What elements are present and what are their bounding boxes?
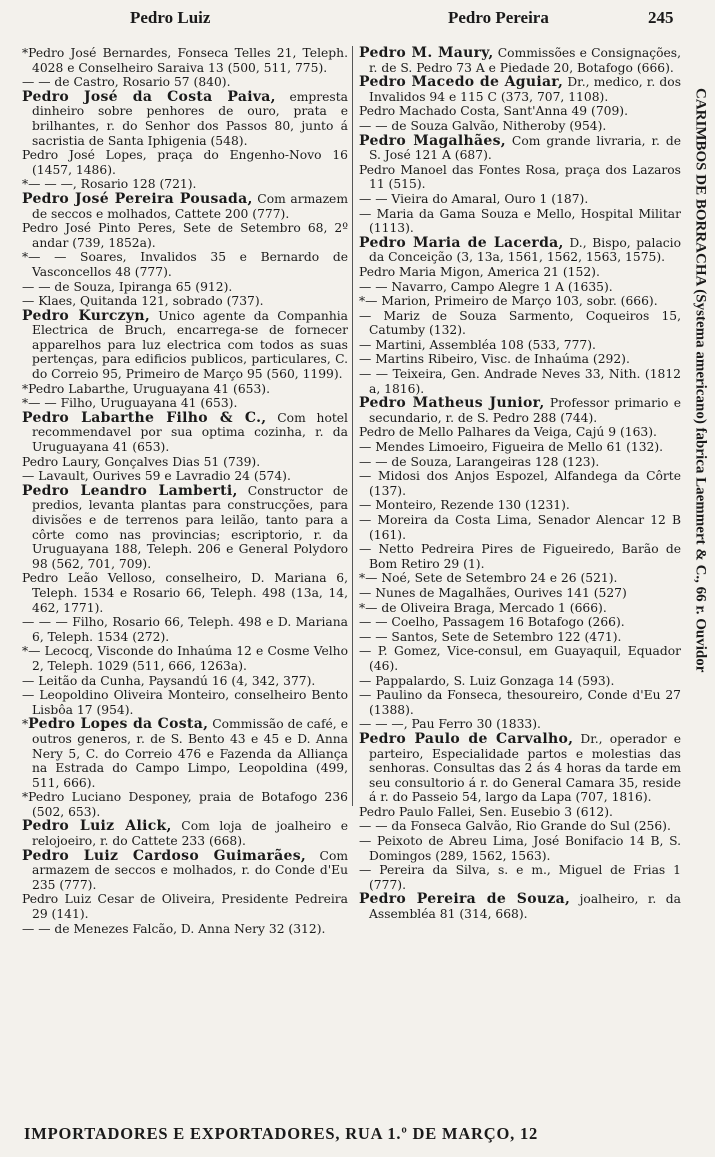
entry-text: — Monteiro, Rezende 130 (1231). <box>359 498 570 513</box>
entry-text: — Martini, Assembléa 108 (533, 777). <box>359 337 596 352</box>
directory-entry <box>22 411 348 455</box>
entry-marker: * <box>359 571 366 586</box>
entry-text: — Netto Pedreira Pires de Figueiredo, Barão de Bom Retiro 29 (1). <box>359 542 681 571</box>
entry-name: Pedro Matheus Junior, <box>359 395 545 412</box>
directory-entry <box>359 717 681 732</box>
entry-name: Pedro M. Maury, <box>359 45 494 61</box>
directory-entry <box>359 863 681 892</box>
entry-text: — — —, Pau Ferro 30 (1833). <box>359 717 541 732</box>
entry-text: — — de Menezes Falcão, D. Anna Nery 32 (312). <box>22 921 326 936</box>
directory-entry <box>22 819 348 848</box>
entry-marker: * <box>359 600 366 615</box>
directory-entry <box>22 250 348 279</box>
directory-entry <box>359 440 681 455</box>
directory-entry <box>22 615 348 644</box>
entry-marker: * <box>22 177 29 192</box>
entry-text: Constructor de predios, levanta plantas para construcções, para divisões e de terrenos para leilão, tanto para a côrte como nas provincias; escriptorio, r. da Uruguayana 188, Teleph. 206 e General Polydoro 98 (562, 701, 709). <box>32 483 348 571</box>
entry-text: — Marion, Primeiro de Março 103, sobr. (666). <box>365 294 658 309</box>
entry-text: — Mendes Limoeiro, Figueira de Mello 61 (132). <box>359 440 664 455</box>
directory-entry <box>22 674 348 689</box>
entry-name: Pedro Maria de Lacerda, <box>359 234 564 251</box>
entry-text: Com armazem de seccos e molhados, r. do Conde d'Eu 235 (777). <box>32 848 349 892</box>
entry-name: Pedro Luiz Cardoso Guimarães, <box>22 847 307 864</box>
entry-text: Pedro Paulo Fallei, Sen. Eusebio 3 (612). <box>359 804 613 819</box>
directory-entry <box>22 221 348 250</box>
entry-name: Pedro Lopes da Costa, <box>28 716 209 733</box>
entry-marker: * <box>22 381 29 396</box>
entry-text: Unico agente da Companhia Electrica de Bruch, encarrega-se de fornecer apparelhos para luz electrica com todos as suas pertenças, para edificios publicos, particulares, C. do Correio 95, Primeiro de Março 95 (560, 1199). <box>32 308 348 382</box>
directory-entry <box>22 717 348 790</box>
entry-text: — — Vieira do Amaral, Ouro 1 (187). <box>359 191 589 206</box>
directory-entry <box>359 192 681 207</box>
entry-text: — — Filho, Uruguayana 41 (653). <box>28 396 238 411</box>
directory-entry <box>359 498 681 513</box>
directory-entry <box>22 396 348 411</box>
entry-name: Pedro José Pereira Pousada, <box>22 190 253 207</box>
entry-text: — — de Castro, Rosario 57 (840). <box>22 75 231 90</box>
entry-marker: * <box>359 294 366 309</box>
directory-entry <box>359 586 681 601</box>
directory-entry <box>22 455 348 470</box>
directory-entry <box>359 819 681 834</box>
directory-entry <box>359 104 681 119</box>
directory-entry <box>22 469 348 484</box>
entry-text: Pedro José Bernardes, Fonseca Telles 21, Teleph. 4028 e Conselheiro Saraiva 13 (500, 511, 775). <box>28 46 348 75</box>
directory-entry <box>359 352 681 367</box>
entry-name: Pedro José da Costa Paiva, <box>22 88 276 105</box>
entry-text: — — —, Rosario 128 (721). <box>28 177 197 192</box>
entry-text: — Lecocq, Visconde do Inhaúma 12 e Cosme Velho 2, Teleph. 1029 (511, 666, 1263a). <box>28 644 348 673</box>
directory-entry <box>22 484 348 572</box>
entry-text: empresta dinheiro sobre penhores de ouro, prata e brilhantes, r. do Senhor dos Passos 80, junto á sacristia de Santa Iphigenia (548). <box>32 89 348 148</box>
directory-entry <box>359 892 681 921</box>
entry-text: Pedro José Lopes, praça do Engenho-Novo 16 (1457, 1486). <box>22 148 348 177</box>
entry-text: D., Bispo, palacio da Conceição (3, 13a, 1561, 1562, 1563, 1575). <box>369 235 682 265</box>
entry-text: Pedro Machado Costa, Sant'Anna 49 (709). <box>359 104 629 119</box>
directory-entry <box>22 790 348 819</box>
directory-entry <box>22 148 348 177</box>
entry-text: Com armazem de seccos e molhados, Cattete 200 (777). <box>32 191 348 221</box>
entry-text: — — — Filho, Rosario 66, Teleph. 498 e D. Mariana 6, Teleph. 1534 (272). <box>22 615 348 644</box>
directory-entry <box>22 922 348 937</box>
side-advertisement-text: CARIMBOS DE BORRACHA (Systema americano) fabrica Laemmert & C., 66 r. Ouvidor <box>692 87 709 673</box>
page-number: 245 <box>648 8 674 27</box>
directory-entry <box>22 192 348 221</box>
entry-text: Pedro Maria Migon, America 21 (152). <box>359 264 600 279</box>
entry-text: — — de Souza, Ipiranga 65 (912). <box>22 279 233 294</box>
entry-text: — Pereira da Silva, s. e m., Miguel de Frias 1 (777). <box>359 863 681 892</box>
entry-text: Com hotel recommendavel por sua optima cozinha, r. da Uruguayana 41 (653). <box>32 410 348 455</box>
entry-text: — — de Souza Galvão, Nitheroby (954). <box>359 118 607 133</box>
directory-entry <box>359 338 681 353</box>
directory-entry <box>359 236 681 265</box>
entry-text: Com grande livraria, r. de S. José 121 A (687). <box>369 133 681 163</box>
entry-marker: * <box>22 250 29 265</box>
entry-text: — — de Souza, Larangeiras 128 (123). <box>359 454 600 469</box>
directory-entry <box>359 542 681 571</box>
entry-text: Pedro Luciano Desponey, praia de Botafogo 236 (502, 653). <box>28 790 348 819</box>
entry-text: — Midosi dos Anjos Espozel, Alfandega da Côrte (137). <box>359 469 681 498</box>
entry-text: — Martins Ribeiro, Visc. de Inhaúma (292). <box>359 352 630 367</box>
entry-text: Pedro José Pinto Peres, Sete de Setembro 68, 2º andar (739, 1852a). <box>22 221 348 250</box>
directory-entry <box>359 688 681 717</box>
entry-text: Dr., medico, r. dos Invalidos 94 e 115 C (373, 707, 1108). <box>369 75 682 104</box>
directory-entry <box>359 119 681 134</box>
entry-text: — Maria da Gama Souza e Mello, Hospital Militar (1113). <box>359 206 681 236</box>
entry-text: — Noé, Sete de Setembro 24 e 26 (521). <box>365 571 618 586</box>
entry-text: Pedro Manoel das Fontes Rosa, praça dos Lazaros 11 (515). <box>359 162 681 192</box>
entry-text: — — Navarro, Campo Alegre 1 A (1635). <box>359 279 613 294</box>
directory-entry <box>359 75 681 104</box>
directory-entry <box>359 732 681 805</box>
directory-entry <box>359 615 681 630</box>
entry-text: — Mariz de Souza Sarmento, Coqueiros 15, Catumby (132). <box>359 308 681 338</box>
directory-entry <box>359 805 681 820</box>
directory-entry <box>22 280 348 295</box>
directory-entry <box>359 134 681 163</box>
entry-name: Pedro Labarthe Filho & C., <box>22 409 267 426</box>
entry-text: — Pappalardo, S. Luiz Gonzaga 14 (593). <box>359 673 615 688</box>
directory-entry <box>359 455 681 470</box>
directory-entry <box>22 892 348 921</box>
directory-entry <box>359 280 681 295</box>
entry-text: Pedro Leão Velloso, conselheiro, D. Mariana 6, Teleph. 1534 e Rosario 66, Teleph. 498 (13a, 14, 462, 1771). <box>22 571 348 615</box>
entry-marker: * <box>22 717 29 732</box>
entry-text: — — Soares, Invalidos 35 e Bernardo de Vasconcellos 48 (777). <box>28 250 348 279</box>
entry-name: Pedro Pereira de Souza, <box>359 891 571 908</box>
directory-entry <box>359 834 681 863</box>
directory-entry <box>22 75 348 90</box>
entry-marker: * <box>22 46 29 60</box>
directory-entry <box>359 630 681 645</box>
entry-marker: * <box>22 790 29 805</box>
directory-entry <box>359 571 681 586</box>
directory-entry <box>359 265 681 280</box>
entry-text: — Leopoldino Oliveira Monteiro, conselheiro Bento Lisbôa 17 (954). <box>22 688 348 717</box>
entry-name: Pedro Leandro Lamberti, <box>22 482 238 499</box>
entry-text: — — Coelho, Passagem 16 Botafogo (266). <box>359 615 625 630</box>
directory-entry <box>359 469 681 498</box>
directory-entry <box>22 571 348 615</box>
entry-text: Dr., operador e parteiro, Especialidade partos e molestias das senhoras. Consultas das 2 ás 4 horas da tarde em seu consultorio á r. do General Camara 35, reside á r. do Passeio 54, largo da Lapa (707, 1816). <box>369 731 681 805</box>
footer-advertisement: IMPORTADORES E EXPORTADORES, RUA 1.º DE MARÇO, 12 <box>24 1124 539 1143</box>
entry-text: Professor primario e secundario, r. de S. Pedro 288 (744). <box>369 396 681 425</box>
directory-entry <box>359 674 681 689</box>
entry-marker: * <box>22 396 29 411</box>
entry-text: — — Santos, Sete de Setembro 122 (471). <box>359 629 622 644</box>
running-header-right: Pedro Pereira <box>448 8 549 27</box>
entry-text: — Leitão da Cunha, Paysandú 16 (4, 342, 377). <box>22 673 316 688</box>
entry-text: joalheiro, r. da Assembléa 81 (314, 668). <box>369 892 681 922</box>
entry-text: — Moreira da Costa Lima, Senador Alencar 12 B (161). <box>359 513 681 542</box>
entry-text: — — Teixeira, Gen. Andrade Neves 33, Nith. (1812 a, 1816). <box>359 367 681 396</box>
entry-text: Pedro Labarthe, Uruguayana 41 (653). <box>28 381 271 396</box>
entry-text: — Paulino da Fonseca, thesoureiro, Conde d'Eu 27 (1388). <box>359 688 681 717</box>
directory-entry <box>359 46 681 75</box>
entry-text: — — da Fonseca Galvão, Rio Grande do Sul (256). <box>359 819 671 834</box>
entry-text: — Peixoto de Abreu Lima, José Bonifacio 14 B, S. Domingos (289, 1562, 1563). <box>359 834 681 863</box>
entry-name: Pedro Macedo de Aguiar, <box>359 74 564 91</box>
side-advertisement <box>687 50 713 710</box>
directory-entry <box>22 309 348 382</box>
directory-entry <box>359 396 681 425</box>
entry-text: Commissões e Consignações, r. de S. Pedro 73 A e Piedade 20, Botafogo (666). <box>369 46 681 75</box>
entry-name: Pedro Magalhães, <box>359 132 506 149</box>
directory-entry <box>359 207 681 236</box>
directory-entry <box>359 425 681 440</box>
entry-marker: * <box>22 644 29 659</box>
entry-text: — Nunes de Magalhães, Ourives 141 (527) <box>359 585 627 600</box>
entry-text: — Lavault, Ourives 59 e Lavradio 24 (574). <box>22 469 291 484</box>
column-divider <box>352 46 353 806</box>
directory-entry <box>22 644 348 673</box>
entry-name: Pedro Luiz Alick, <box>22 818 172 835</box>
entry-text: Pedro de Mello Palhares da Veiga, Cajú 9 (163). <box>359 425 657 440</box>
directory-entry <box>22 90 348 148</box>
directory-entry <box>22 46 348 75</box>
directory-entry <box>22 849 348 893</box>
left-column <box>22 46 348 936</box>
entry-text: — de Oliveira Braga, Mercado 1 (666). <box>365 600 607 615</box>
directory-entry <box>359 644 681 673</box>
entry-text: Pedro Luiz Cesar de Oliveira, Presidente Pedreira 29 (141). <box>22 892 348 922</box>
entry-name: Pedro Paulo de Carvalho, <box>359 730 574 747</box>
directory-entry <box>359 367 681 396</box>
directory-entry <box>22 688 348 717</box>
directory-entry <box>359 294 681 309</box>
directory-entry <box>359 601 681 616</box>
directory-entry <box>22 177 348 192</box>
entry-name: Pedro Kurczyn, <box>22 307 151 324</box>
entry-text: Com loja de joalheiro e relojoeiro, r. do Cattete 233 (668). <box>32 819 348 849</box>
entry-text: — Klaes, Quitanda 121, sobrado (737). <box>22 294 264 309</box>
entry-text: — P. Gomez, Vice-consul, em Guayaquil, Equador (46). <box>359 644 681 673</box>
directory-entry <box>359 513 681 542</box>
right-column <box>359 46 681 922</box>
directory-entry <box>22 382 348 397</box>
entry-text: Pedro Laury, Gonçalves Dias 51 (739). <box>22 454 261 469</box>
running-header-left: Pedro Luiz <box>130 8 211 27</box>
directory-entry <box>359 309 681 338</box>
entry-text: Commissão de café, e outros generos, r. de S. Bento 43 e 45 e D. Anna Nery 5, C. do Correio 476 e Fazenda da Alliança na Estrada do Campo Limpo, Leopoldina (499, 511, 666). <box>32 717 348 790</box>
directory-entry <box>359 163 681 192</box>
directory-entry <box>22 294 348 309</box>
